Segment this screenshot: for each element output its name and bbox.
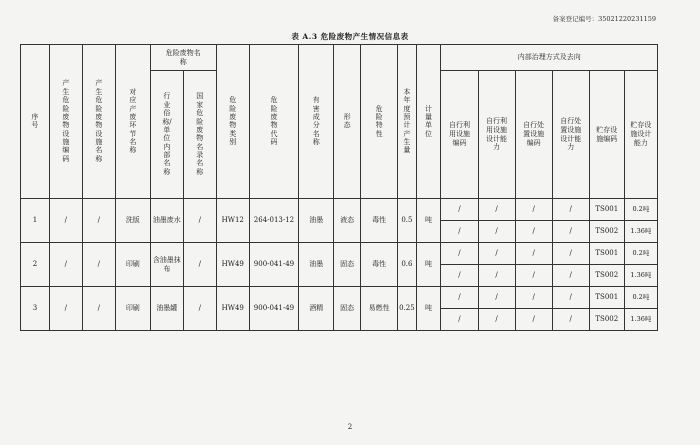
cell-self-dispose-code: /: [515, 309, 552, 331]
cell-unit: 吨: [416, 243, 441, 287]
cell-category: HW49: [216, 287, 249, 331]
cell-self-use-code: /: [441, 199, 478, 221]
cell-facility-name: /: [82, 199, 115, 243]
cell-storage-capacity: 1.36吨: [624, 309, 657, 331]
cell-annual: 0.6: [398, 243, 417, 287]
registration-number: 备案登记编号：35021220231159: [552, 15, 656, 23]
cell-storage-code: TS002: [589, 265, 624, 287]
header-property: 危险特性: [361, 45, 398, 199]
cell-self-use-code: /: [441, 221, 478, 243]
cell-seq: 3: [21, 287, 50, 331]
cell-storage-capacity: 0.2吨: [624, 287, 657, 309]
header-storage-capacity: 贮存设施设计能力: [624, 71, 657, 199]
header-facility-name: 产生危险废物设施名称: [82, 45, 115, 199]
header-seq: 序号: [21, 45, 50, 199]
page-number: 2: [347, 423, 353, 431]
cell-code: 264-013-12: [249, 199, 298, 243]
cell-self-use-code: /: [441, 309, 478, 331]
cell-common-name: 油墨废水: [150, 199, 183, 243]
table-row: [21, 287, 658, 309]
header-facility-code: 产生危险废物设施编码: [49, 45, 82, 199]
header-common-name: 行业俗称/单位内部名称: [150, 71, 183, 199]
cell-self-dispose-code: /: [515, 265, 552, 287]
cell-process: 印刷: [115, 287, 150, 331]
cell-common-name: 含油墨抹布: [150, 243, 183, 287]
cell-storage-code: TS001: [589, 243, 624, 265]
header-treatment-group: 内部治理方式及去向: [441, 45, 658, 71]
cell-facility-code: /: [49, 287, 82, 331]
cell-form: 固态: [334, 287, 361, 331]
header-self-use-capacity: 自行利用设施设计能力: [478, 71, 515, 199]
cell-self-use-capacity: /: [478, 221, 515, 243]
cell-self-dispose-capacity: /: [552, 243, 589, 265]
cell-self-use-capacity: /: [478, 243, 515, 265]
cell-code: 900-041-49: [249, 287, 298, 331]
header-national-name: 国家危险废物名录名称: [183, 71, 216, 199]
cell-unit: 吨: [416, 199, 441, 243]
cell-self-dispose-capacity: /: [552, 287, 589, 309]
cell-components: 油墨: [299, 199, 334, 243]
cell-common-name: 油墨罐: [150, 287, 183, 331]
cell-property: 毒性: [361, 199, 398, 243]
cell-annual: 0.25: [398, 287, 417, 331]
cell-facility-code: /: [49, 243, 82, 287]
header-self-dispose-capacity: 自行处置设施设计能力: [552, 71, 589, 199]
table-title: 表 A.3 危险废物产生情况信息表: [291, 32, 409, 41]
header-self-dispose-code: 自行处置设施编码: [515, 71, 552, 199]
cell-storage-code: TS001: [589, 199, 624, 221]
header-annual: 本年度预计产生量: [398, 45, 417, 199]
cell-self-dispose-capacity: /: [552, 199, 589, 221]
table-row: [21, 243, 658, 265]
header-category: 危险废物类别: [216, 45, 249, 199]
header-process: 对应产废环节名称: [115, 45, 150, 199]
cell-self-use-code: /: [441, 243, 478, 265]
cell-annual: 0.5: [398, 199, 417, 243]
cell-facility-code: /: [49, 199, 82, 243]
cell-self-use-code: /: [441, 287, 478, 309]
cell-unit: 吨: [416, 287, 441, 331]
cell-storage-capacity: 0.2吨: [624, 243, 657, 265]
header-storage-code: 贮存设施编码: [589, 71, 624, 199]
cell-self-dispose-capacity: /: [552, 221, 589, 243]
cell-property: 易燃性: [361, 287, 398, 331]
cell-seq: 2: [21, 243, 50, 287]
cell-facility-name: /: [82, 243, 115, 287]
header-unit: 计量单位: [416, 45, 441, 199]
cell-self-dispose-code: /: [515, 243, 552, 265]
table-row: [21, 199, 658, 221]
cell-process: 洗版: [115, 199, 150, 243]
header-form: 形态: [334, 45, 361, 199]
cell-category: HW49: [216, 243, 249, 287]
header-components: 有害成分名称: [299, 45, 334, 199]
cell-components: 油墨: [299, 243, 334, 287]
cell-storage-code: TS001: [589, 287, 624, 309]
cell-self-dispose-capacity: /: [552, 309, 589, 331]
cell-form: 固态: [334, 243, 361, 287]
cell-national-name: /: [183, 199, 216, 243]
cell-self-use-capacity: /: [478, 265, 515, 287]
cell-form: 液态: [334, 199, 361, 243]
cell-category: HW12: [216, 199, 249, 243]
cell-self-use-capacity: /: [478, 287, 515, 309]
header-waste-name-group: 危险废物名称: [150, 45, 216, 71]
cell-facility-name: /: [82, 287, 115, 331]
cell-self-dispose-code: /: [515, 221, 552, 243]
cell-self-use-capacity: /: [478, 309, 515, 331]
cell-self-dispose-code: /: [515, 287, 552, 309]
cell-storage-code: TS002: [589, 221, 624, 243]
cell-national-name: /: [183, 287, 216, 331]
cell-self-dispose-code: /: [515, 199, 552, 221]
cell-components: 酒精: [299, 287, 334, 331]
cell-property: 毒性: [361, 243, 398, 287]
hazardous-waste-table: [20, 44, 658, 331]
cell-seq: 1: [21, 199, 50, 243]
cell-storage-capacity: 1.36吨: [624, 221, 657, 243]
cell-self-use-capacity: /: [478, 199, 515, 221]
cell-self-use-code: /: [441, 265, 478, 287]
header-self-use-code: 自行利用设施编码: [441, 71, 478, 199]
cell-self-dispose-capacity: /: [552, 265, 589, 287]
cell-storage-capacity: 0.2吨: [624, 199, 657, 221]
header-code: 危险废物代码: [249, 45, 298, 199]
cell-storage-capacity: 1.36吨: [624, 265, 657, 287]
cell-process: 印刷: [115, 243, 150, 287]
cell-storage-code: TS002: [589, 309, 624, 331]
cell-code: 900-041-49: [249, 243, 298, 287]
cell-national-name: /: [183, 243, 216, 287]
